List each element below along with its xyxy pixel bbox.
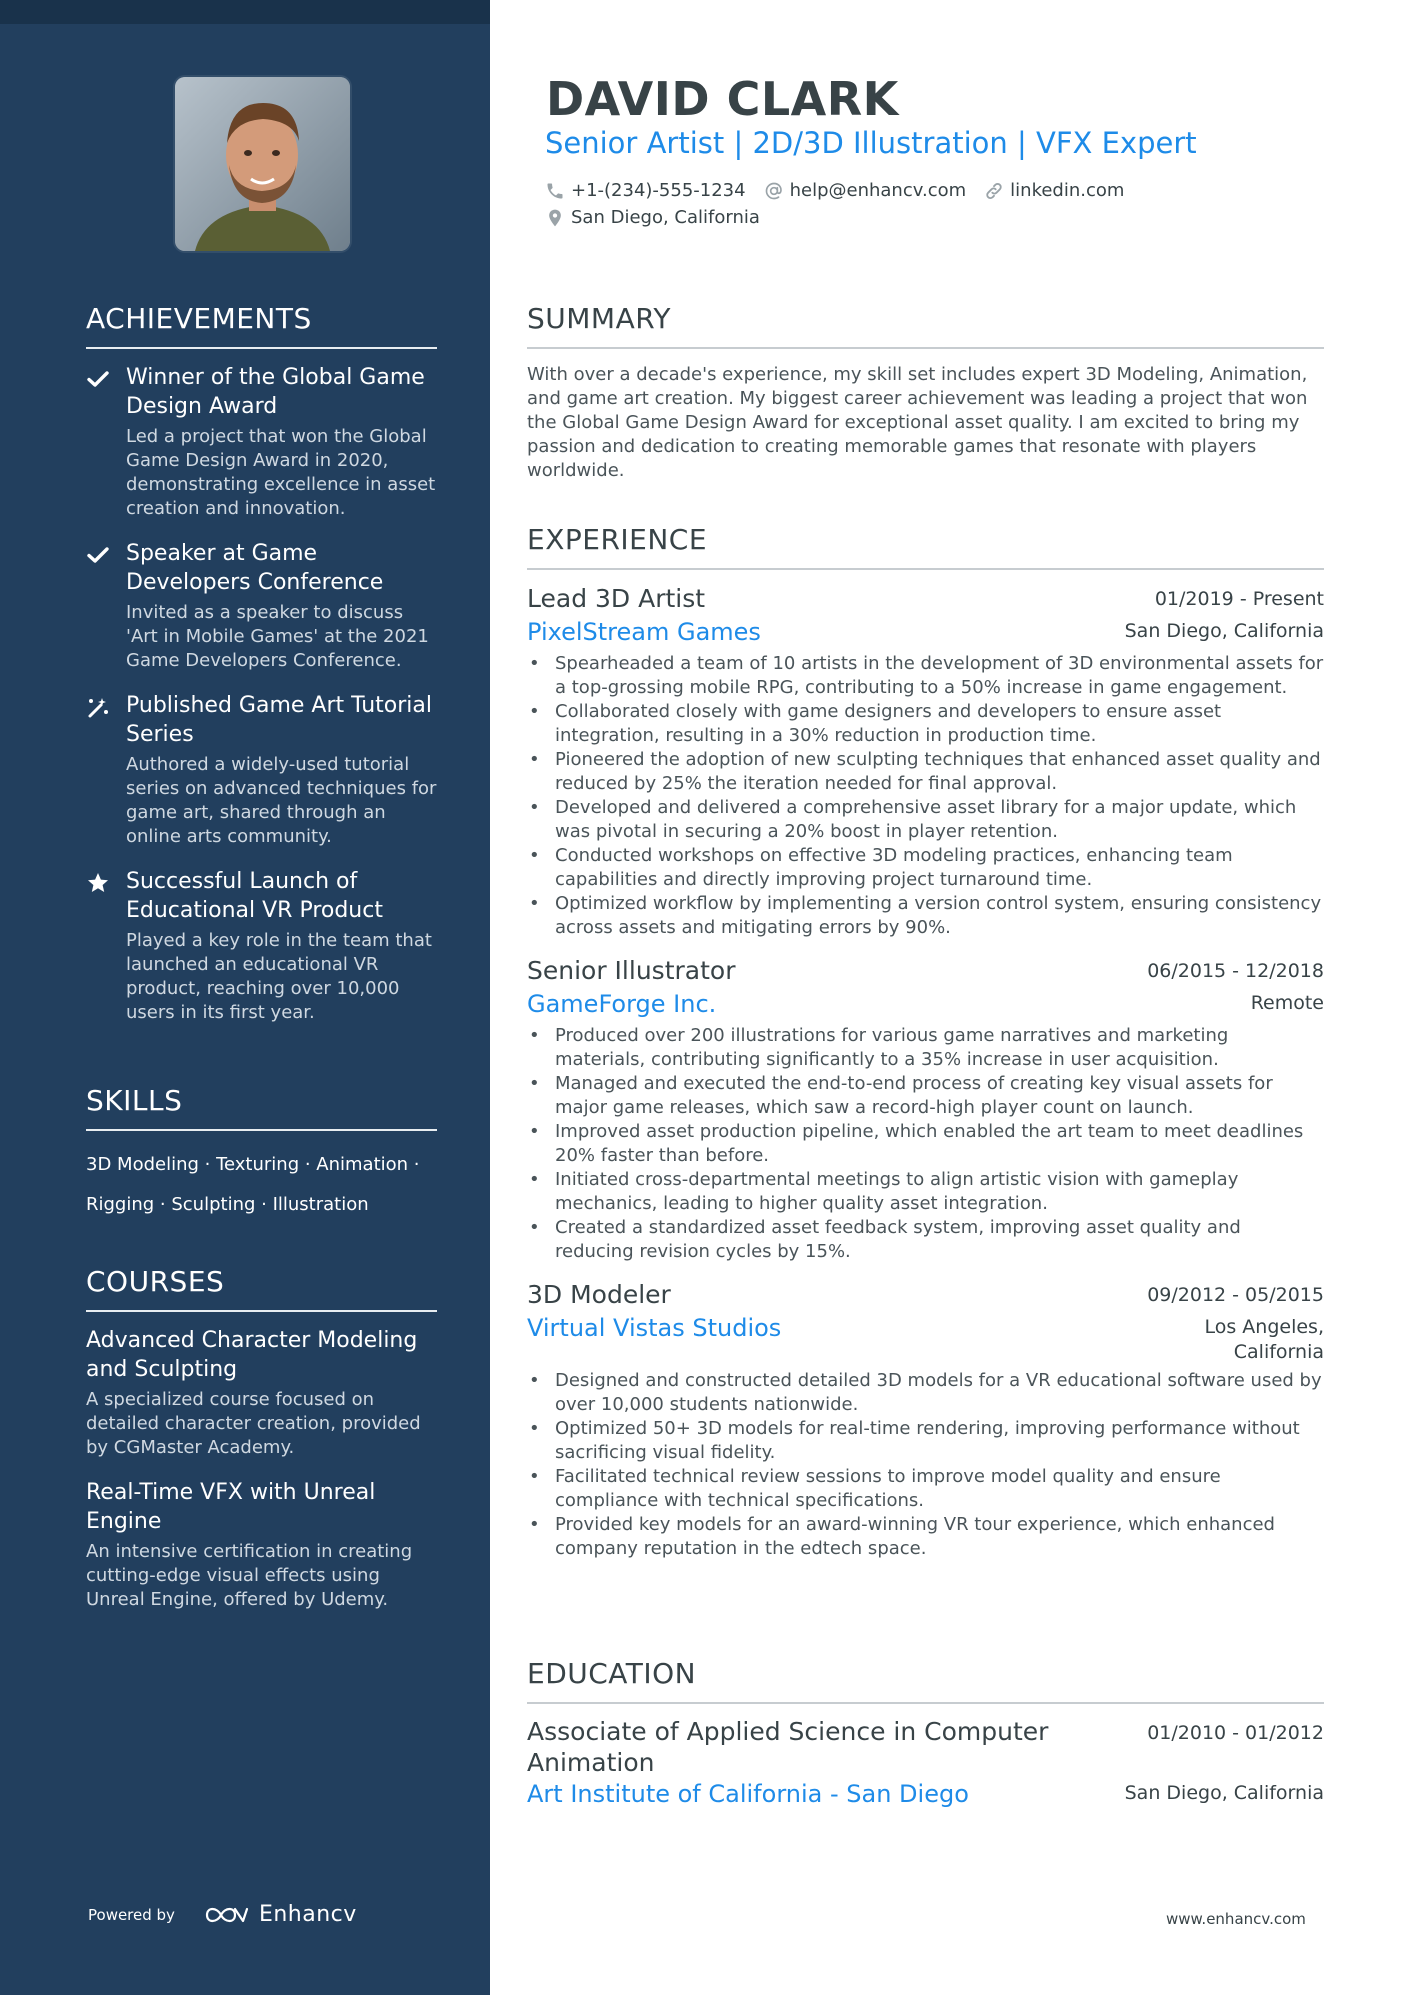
location-pin-icon <box>545 208 565 228</box>
contact-row <box>545 180 1124 201</box>
job-title: 3D Modeler <box>527 1280 671 1309</box>
job-bullet: • Collaborated closely with game designers and developers to ensure asset integration, resulting in a 30% reduction in production time. <box>527 700 1324 748</box>
job-bullet: • Managed and executed the end-to-end process of creating key visual assets for major game releases, which saw a record-high player count on launch. <box>527 1072 1324 1120</box>
job-bullet: • Spearheaded a team of 10 artists in the development of 3D environmental assets for a top-grossing mobile RPG, contributing to a 50% increase in game engagement. <box>527 652 1324 700</box>
skills-heading: SKILLS <box>86 1084 437 1131</box>
job-bullet: • Designed and constructed detailed 3D models for a VR educational software used by over 10,000 students nationwide. <box>527 1369 1324 1417</box>
candidate-headline: Senior Artist | 2D/3D Illustration | VFX Expert <box>545 126 1197 160</box>
course-desc: An intensive certification in creating cutting-edge visual effects using Unreal Engine, offered by Udemy. <box>86 1541 413 1610</box>
footer-url[interactable]: www.enhancv.com <box>1166 1910 1306 1928</box>
course-item <box>86 1478 437 1612</box>
job-bullet: • Pioneered the adoption of new sculpting techniques that enhanced asset quality and reduced by 25% the iteration needed for final approval. <box>527 748 1324 796</box>
location-contact <box>545 207 760 228</box>
job-location: Remote <box>1250 992 1324 1014</box>
phone-icon <box>545 181 565 201</box>
education-location: San Diego, California <box>1124 1782 1324 1804</box>
achievement-desc: Authored a widely-used tutorial series on advanced techniques for game art, shared through an online arts community. <box>126 754 437 847</box>
achievements-heading: ACHIEVEMENTS <box>86 302 437 349</box>
job-bullet: • Developed and delivered a comprehensive asset library for a major update, which was pivotal in securing a 20% boost in player retention. <box>527 796 1324 844</box>
star-icon <box>86 871 110 895</box>
location-row <box>545 207 760 228</box>
experience-heading: EXPERIENCE <box>527 523 1324 570</box>
job-company: PixelStream Games <box>527 618 761 646</box>
at-icon <box>764 181 784 201</box>
job-bullet: • Provided key models for an award-winning VR tour experience, which enhanced company reputation in the edtech space. <box>527 1513 1324 1561</box>
powered-by-label: Powered by <box>88 1905 175 1924</box>
education-date: 01/2010 - 01/2012 <box>1147 1722 1324 1744</box>
candidate-name: DAVID CLARK <box>546 72 899 126</box>
enhancv-logo[interactable] <box>203 1902 357 1927</box>
experience-section <box>527 523 1324 1561</box>
linkedin-text: linkedin.com <box>1010 180 1125 201</box>
achievements-section <box>86 302 437 1043</box>
job-title: Lead 3D Artist <box>527 584 706 613</box>
powered-by <box>88 1902 357 1927</box>
achievement-desc: Played a key role in the team that launched an educational VR product, reaching over 10,000 users in its first year. <box>126 930 432 1023</box>
education-entry <box>527 1716 1324 1810</box>
achievement-item <box>86 691 437 849</box>
phone-contact[interactable] <box>545 180 746 201</box>
check-icon <box>86 367 110 391</box>
job-location <box>1204 1312 1324 1365</box>
achievement-desc: Invited as a speaker to discuss 'Art in Mobile Games' at the 2021 Game Developers Conference. <box>126 602 429 671</box>
achievement-title: Winner of the Global Game Design Award <box>126 365 425 419</box>
course-title: Real-Time VFX with Unreal Engine <box>86 1480 376 1534</box>
job-entry <box>527 1278 1324 1561</box>
course-title: Advanced Character Modeling and Sculpting <box>86 1328 418 1382</box>
job-bullets <box>527 1369 1324 1561</box>
education-heading: EDUCATION <box>527 1657 1324 1704</box>
phone-text: +1-(234)-555-1234 <box>571 180 746 201</box>
enhancv-brand-name: Enhancv <box>258 1902 357 1927</box>
summary-text: With over a decade's experience, my skill set includes expert 3D Modeling, Animation, and game art creation. My biggest career achievement was leading a project that won the Global Game Design Award for exceptional asset quality. I am excited to bring my passion and dedication to creating memorable games that resonate with players worldwide. <box>527 364 1308 481</box>
enhancv-logo-icon <box>203 1903 249 1927</box>
job-date: 06/2015 - 12/2018 <box>1147 960 1324 982</box>
education-school: Art Institute of California - San Diego <box>527 1780 969 1808</box>
achievement-title: Published Game Art Tutorial Series <box>126 693 432 747</box>
job-bullet: • Optimized 50+ 3D models for real-time rendering, improving performance without sacrificing visual fidelity. <box>527 1417 1324 1465</box>
magic-wand-icon <box>86 695 110 719</box>
summary-heading: SUMMARY <box>527 302 1324 349</box>
job-bullet: • Produced over 200 illustrations for various game narratives and marketing materials, contributing significantly to a 35% increase in user acquisition. <box>527 1024 1324 1072</box>
job-bullet: • Conducted workshops on effective 3D modeling practices, enhancing team capabilities and directly improving project turnaround time. <box>527 844 1324 892</box>
courses-section <box>86 1265 437 1630</box>
course-desc: A specialized course focused on detailed character creation, provided by CGMaster Academy. <box>86 1389 421 1458</box>
email-contact[interactable] <box>764 180 967 201</box>
skills-list: 3D Modeling · Texturing · Animation · <box>86 1154 420 1175</box>
sidebar-top-bar <box>0 0 490 24</box>
job-bullet: • Created a standardized asset feedback system, improving asset quality and reducing revision cycles by 15%. <box>527 1216 1324 1264</box>
course-item <box>86 1326 437 1460</box>
job-date: 09/2012 - 05/2015 <box>1147 1284 1324 1306</box>
job-location-line: California <box>1233 1341 1324 1363</box>
job-entry <box>527 582 1324 940</box>
email-text: help@enhancv.com <box>789 180 967 201</box>
job-bullets <box>527 652 1324 940</box>
check-icon <box>86 543 110 567</box>
profile-photo <box>175 77 350 251</box>
job-bullet: • Optimized workflow by implementing a version control system, ensuring consistency across assets and mitigating errors by 90%. <box>527 892 1324 940</box>
achievement-item <box>86 867 437 1025</box>
job-bullet: • Initiated cross-departmental meetings to align artistic vision with gameplay mechanics, leading to higher quality asset integration. <box>527 1168 1324 1216</box>
courses-heading: COURSES <box>86 1265 437 1312</box>
job-date: 01/2019 - Present <box>1154 588 1324 610</box>
skills-section <box>86 1084 437 1225</box>
job-company: Virtual Vistas Studios <box>527 1314 782 1342</box>
achievement-item <box>86 539 437 673</box>
summary-section <box>527 302 1324 483</box>
education-section <box>527 1657 1324 1810</box>
link-icon <box>984 181 1004 201</box>
education-degree: Associate of Applied Science in Computer Animation <box>527 1717 1049 1777</box>
achievement-title: Successful Launch of Educational VR Product <box>126 869 383 923</box>
job-entry <box>527 954 1324 1264</box>
job-company: GameForge Inc. <box>527 990 717 1018</box>
sidebar <box>0 0 490 1995</box>
job-title: Senior Illustrator <box>527 956 736 985</box>
job-location: San Diego, California <box>1124 620 1324 642</box>
achievement-item <box>86 363 437 521</box>
linkedin-contact[interactable] <box>984 180 1124 201</box>
achievement-desc: Led a project that won the Global Game Design Award in 2020, demonstrating excellence in asset creation and innovation. <box>126 426 436 519</box>
job-bullet: • Facilitated technical review sessions to improve model quality and ensure compliance with technical specifications. <box>527 1465 1324 1513</box>
achievement-title: Speaker at Game Developers Conference <box>126 541 384 595</box>
skills-list: Rigging · Sculpting · Illustration <box>86 1194 369 1215</box>
job-location-line: Los Angeles, <box>1204 1316 1324 1338</box>
location-text: San Diego, California <box>571 207 760 228</box>
job-bullet: • Improved asset production pipeline, which enabled the art team to meet deadlines 20% faster than before. <box>527 1120 1324 1168</box>
job-bullets <box>527 1024 1324 1264</box>
